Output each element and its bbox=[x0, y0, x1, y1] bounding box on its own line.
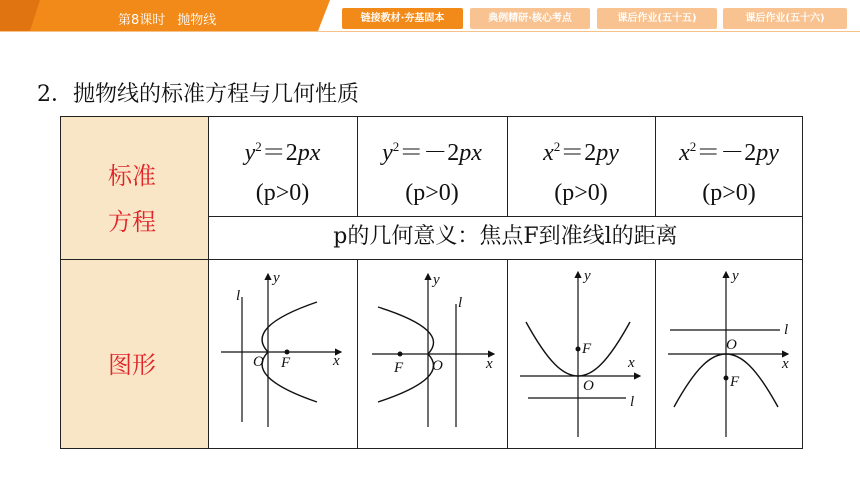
focus-point bbox=[576, 347, 581, 352]
lesson-title bbox=[118, 9, 228, 28]
label-focus: F bbox=[582, 341, 592, 357]
tab-homework-56[interactable]: 课后作业(五十六) bbox=[723, 8, 847, 29]
label-origin: O bbox=[253, 354, 264, 370]
label-directrix: l bbox=[236, 288, 241, 304]
tab-core-examples[interactable]: 典例精研·核心考点 bbox=[470, 8, 590, 29]
lesson-name: 抛物线 bbox=[177, 13, 217, 28]
label-x: x bbox=[628, 355, 635, 371]
focus-point bbox=[724, 376, 729, 381]
graph-opens-up bbox=[508, 262, 654, 447]
equation-1: $y^2=2px$ bbox=[244, 139, 321, 166]
label-origin: O bbox=[432, 358, 443, 374]
graph-opens-right bbox=[209, 262, 356, 447]
label-origin: O bbox=[583, 378, 594, 394]
label-directrix: l bbox=[784, 322, 789, 338]
label-origin: O bbox=[726, 337, 737, 353]
equation-4: $x^2=-2py$ bbox=[679, 139, 779, 166]
nav-divider bbox=[0, 31, 860, 32]
label-focus: F bbox=[730, 374, 740, 390]
row-header-label-2: 图形 bbox=[108, 351, 156, 379]
label-focus: F bbox=[281, 355, 291, 371]
label-y: y bbox=[732, 268, 739, 284]
label-x: x bbox=[782, 356, 789, 372]
label-directrix: l bbox=[630, 394, 635, 410]
graph-opens-left bbox=[358, 262, 506, 447]
label-focus: F bbox=[394, 360, 404, 376]
label-directrix: l bbox=[458, 295, 463, 311]
equation-3: $x^2=2py$ bbox=[543, 139, 619, 166]
tab-textbook-basics[interactable]: 链接教材·夯基固本 bbox=[342, 8, 463, 29]
row-header-label-1a: 标准 bbox=[108, 162, 156, 190]
row-header-label-1b: 方程 bbox=[108, 208, 156, 236]
focus-point bbox=[398, 352, 403, 357]
label-x: x bbox=[486, 356, 493, 372]
label-y: y bbox=[273, 270, 280, 286]
label-y: y bbox=[433, 272, 440, 288]
graph-opens-down bbox=[656, 262, 802, 447]
focus-point bbox=[285, 350, 290, 355]
grid-line bbox=[60, 259, 803, 260]
label-y: y bbox=[584, 268, 591, 284]
condition-1: (p>0) bbox=[255, 180, 310, 206]
label-x: x bbox=[333, 353, 340, 369]
condition-3: (p>0) bbox=[554, 180, 608, 206]
lesson-tab bbox=[0, 0, 330, 34]
geometric-meaning: p的几何意义：焦点F到准线l的距离 bbox=[333, 224, 678, 249]
tab-homework-55[interactable]: 课后作业(五十五) bbox=[597, 8, 717, 29]
equation-2: $y^2=-2px$ bbox=[382, 139, 482, 166]
top-navigation bbox=[0, 0, 860, 34]
lesson-number: 第8课时 bbox=[118, 13, 166, 28]
condition-2: (p>0) bbox=[405, 180, 459, 206]
section-heading: 2．抛物线的标准方程与几何性质 bbox=[37, 82, 359, 107]
condition-4: (p>0) bbox=[702, 180, 756, 206]
